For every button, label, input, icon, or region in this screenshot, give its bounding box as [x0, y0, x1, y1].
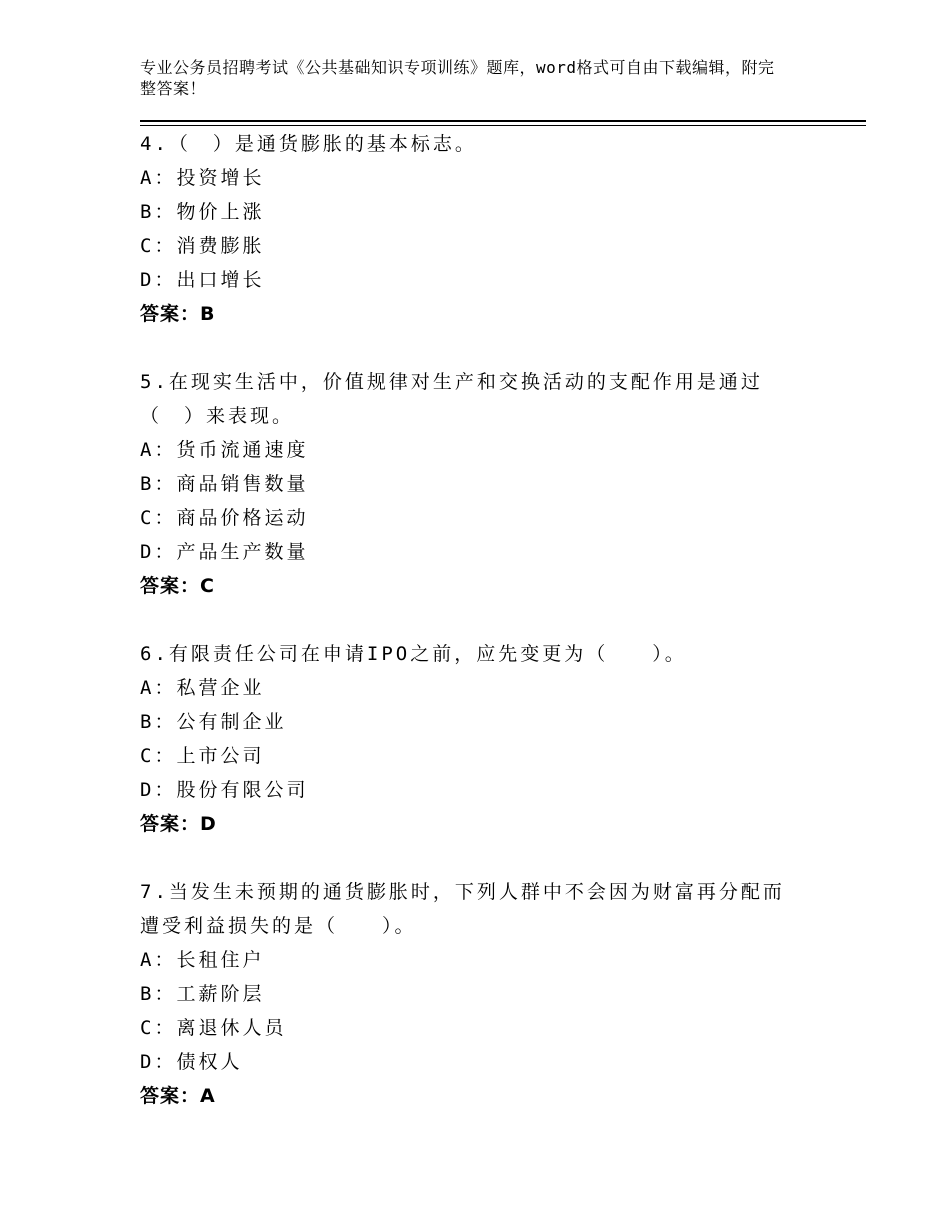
- question-stem: 4.（ ）是通货膨胀的基本标志。: [140, 133, 477, 155]
- answer-line: [140, 569, 820, 603]
- answer-value: D: [200, 813, 217, 835]
- option-c: C：商品价格运动: [140, 507, 309, 529]
- option-b: B：物价上涨: [140, 201, 265, 223]
- option-a: A：私营企业: [140, 677, 265, 699]
- question-stem: 7.当发生未预期的通货膨胀时，下列人群中不会因为财富再分配而遭受利益损失的是（ ）。: [140, 881, 785, 937]
- answer-label: 答案：: [140, 303, 201, 325]
- option-c: C：上市公司: [140, 745, 265, 767]
- answer-value: C: [200, 575, 215, 597]
- header-divider: [140, 120, 866, 126]
- answer-label: 答案：: [140, 813, 201, 835]
- answer-line: [140, 297, 820, 331]
- answer-value: A: [200, 1085, 216, 1107]
- option-d: D：产品生产数量: [140, 541, 309, 563]
- option-a: A：长租住户: [140, 949, 265, 971]
- option-c: C：离退休人员: [140, 1017, 287, 1039]
- question-5: [140, 365, 820, 603]
- option-c: C：消费膨胀: [140, 235, 265, 257]
- answer-line: [140, 1079, 820, 1113]
- option-d: D：出口增长: [140, 269, 265, 291]
- answer-line: [140, 807, 820, 841]
- option-b: B：公有制企业: [140, 711, 287, 733]
- option-a: A：货币流通速度: [140, 439, 309, 461]
- document-header: 专业公务员招聘考试《公共基础知识专项训练》题库，word格式可自由下载编辑，附完整答案！: [140, 58, 775, 98]
- answer-label: 答案：: [140, 1085, 201, 1107]
- question-stem: 5.在现实生活中，价值规律对生产和交换活动的支配作用是通过（ ）来表现。: [140, 371, 763, 427]
- question-7: [140, 875, 820, 1113]
- question-6: [140, 637, 820, 841]
- option-a: A：投资增长: [140, 167, 265, 189]
- option-d: D：股份有限公司: [140, 779, 309, 801]
- option-d: D：债权人: [140, 1051, 243, 1073]
- option-b: B：工薪阶层: [140, 983, 265, 1005]
- answer-value: B: [200, 303, 216, 325]
- question-4: [140, 127, 820, 331]
- option-b: B：商品销售数量: [140, 473, 309, 495]
- question-stem: 6.有限责任公司在申请IPO之前，应先变更为（ ）。: [140, 643, 687, 665]
- question-list: [140, 127, 820, 1147]
- answer-label: 答案：: [140, 575, 201, 597]
